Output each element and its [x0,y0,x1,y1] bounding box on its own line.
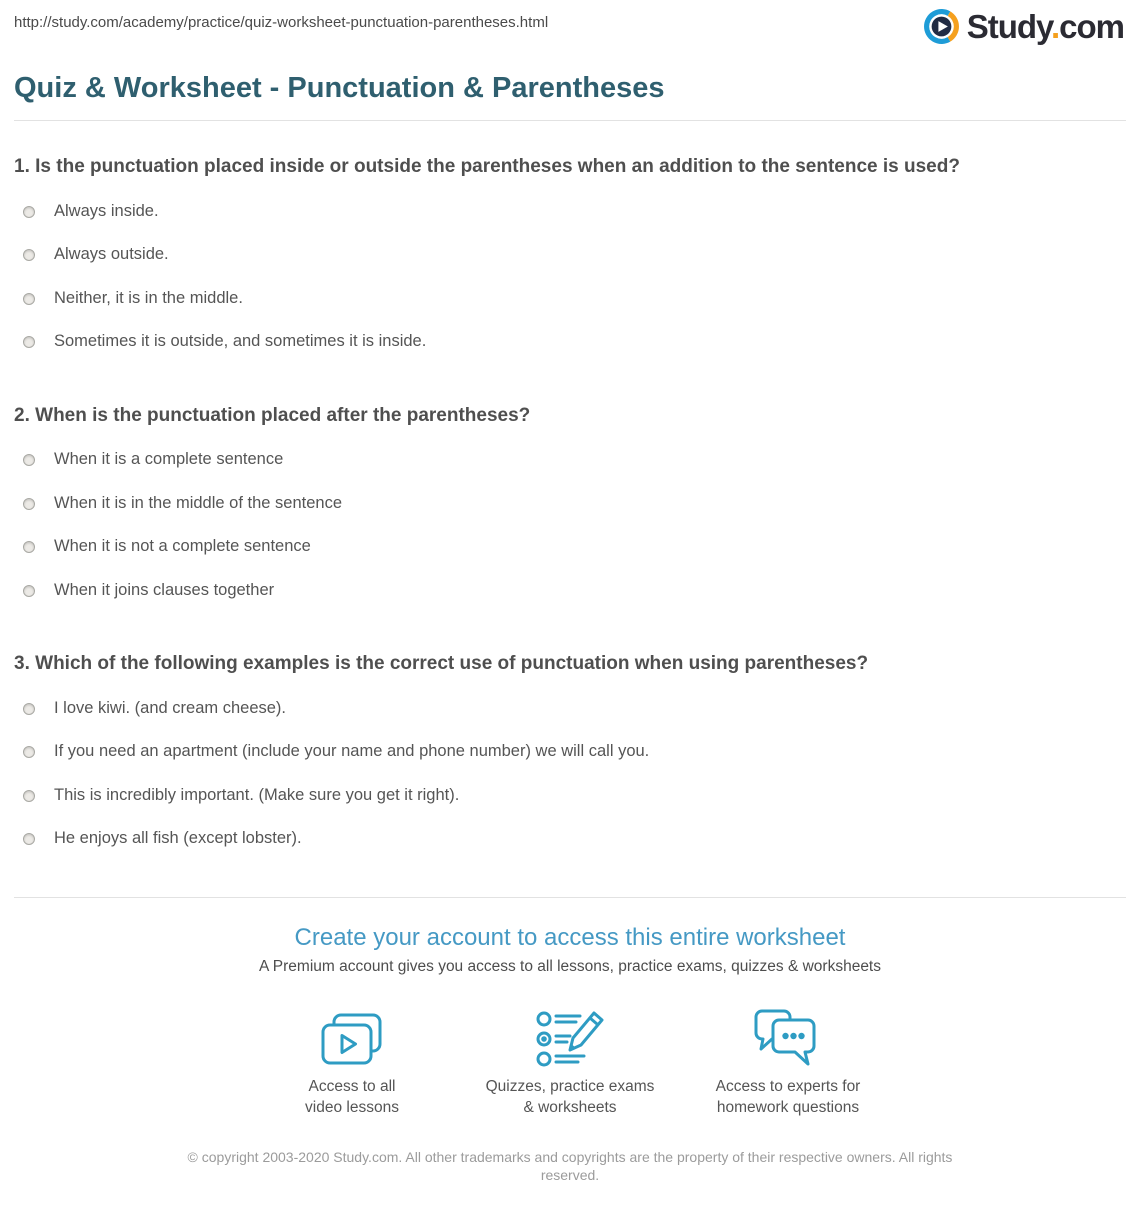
option-label[interactable]: He enjoys all fish (except lobster). [54,829,302,848]
radio-button[interactable] [23,249,35,261]
question-2-option-4[interactable] [23,569,1126,612]
feature-expert-help [679,1010,897,1118]
logo-text: Study.com [966,8,1124,45]
cta-section [0,924,1140,1210]
question-3-option-2[interactable] [23,730,1126,773]
question-1 [14,155,1126,363]
question-2-options [23,438,1126,612]
feature-video-lessons [243,1010,461,1118]
question-2 [14,404,1126,612]
cta-heading: Create your account to access this entire worksheet [294,923,846,951]
question-1-text: 1. Is the punctuation placed inside or outside the parentheses when an addition to the sentence is used? [14,156,960,178]
question-1-option-4[interactable] [23,320,1126,363]
feature-label: Access to experts for homework questions [715,1077,861,1116]
question-3-option-3[interactable] [23,774,1126,817]
quiz-worksheet-icon [534,1010,606,1068]
feature-label: Quizzes, practice exams & worksheets [485,1077,655,1116]
title-divider [14,120,1126,121]
question-2-option-3[interactable] [23,525,1126,568]
radio-button[interactable] [23,833,35,845]
option-label[interactable]: Always outside. [54,245,169,264]
radio-button[interactable] [23,703,35,715]
question-2-option-2[interactable] [23,482,1126,525]
question-3-options [23,687,1126,861]
feature-label: Access to all video lessons [305,1077,399,1116]
copyright-text: © copyright 2003-2020 Study.com. All other trademarks and copyrights are the property of their respective owners. All rights reserved. [187,1148,953,1183]
feature-quizzes-worksheets [461,1010,679,1118]
question-1-option-3[interactable] [23,277,1126,320]
question-3 [14,652,1126,860]
question-2-text: 2. When is the punctuation placed after the parentheses? [14,404,531,426]
option-label[interactable]: I love kiwi. (and cream cheese). [54,698,287,717]
option-label[interactable]: When it is a complete sentence [54,450,284,469]
studycom-logo[interactable] [923,8,1124,45]
cta-subheading: A Premium account gives you access to all lessons, practice exams, quizzes & worksheets [259,957,881,975]
play-circle-icon [923,8,960,45]
option-label[interactable]: Neither, it is in the middle. [54,288,243,307]
chat-experts-icon [752,1010,824,1068]
question-3-text: 3. Which of the following examples is the correct use of punctuation when using parentheses? [14,653,869,675]
radio-button[interactable] [23,498,35,510]
radio-button[interactable] [23,541,35,553]
option-label[interactable]: When it is in the middle of the sentence [54,493,342,512]
question-1-options [23,190,1126,364]
question-3-option-4[interactable] [23,817,1126,860]
radio-button[interactable] [23,585,35,597]
option-label[interactable]: If you need an apartment (include your name and phone number) we will call you. [54,742,650,761]
logo-dot: . [1050,8,1060,45]
question-1-option-2[interactable] [23,233,1126,276]
radio-button[interactable] [23,454,35,466]
top-bar [0,0,1140,52]
option-label[interactable]: Sometimes it is outside, and sometimes it is inside. [54,332,427,351]
option-label[interactable]: Always inside. [54,202,159,221]
option-label[interactable]: This is incredibly important. (Make sure you get it right). [54,785,460,804]
page-title: Quiz & Worksheet - Punctuation & Parentheses [14,72,665,104]
option-label[interactable]: When it joins clauses together [54,580,275,599]
question-3-option-1[interactable] [23,687,1126,730]
video-lessons-icon [319,1010,385,1068]
radio-button[interactable] [23,336,35,348]
radio-button[interactable] [23,790,35,802]
features-row [0,1010,1140,1118]
radio-button[interactable] [23,293,35,305]
page-url: http://study.com/academy/practice/quiz-worksheet-punctuation-parentheses.html [14,14,549,31]
question-1-option-1[interactable] [23,190,1126,233]
radio-button[interactable] [23,746,35,758]
option-label[interactable]: When it is not a complete sentence [54,537,311,556]
cta-divider [14,897,1126,898]
radio-button[interactable] [23,206,35,218]
question-2-option-1[interactable] [23,438,1126,481]
